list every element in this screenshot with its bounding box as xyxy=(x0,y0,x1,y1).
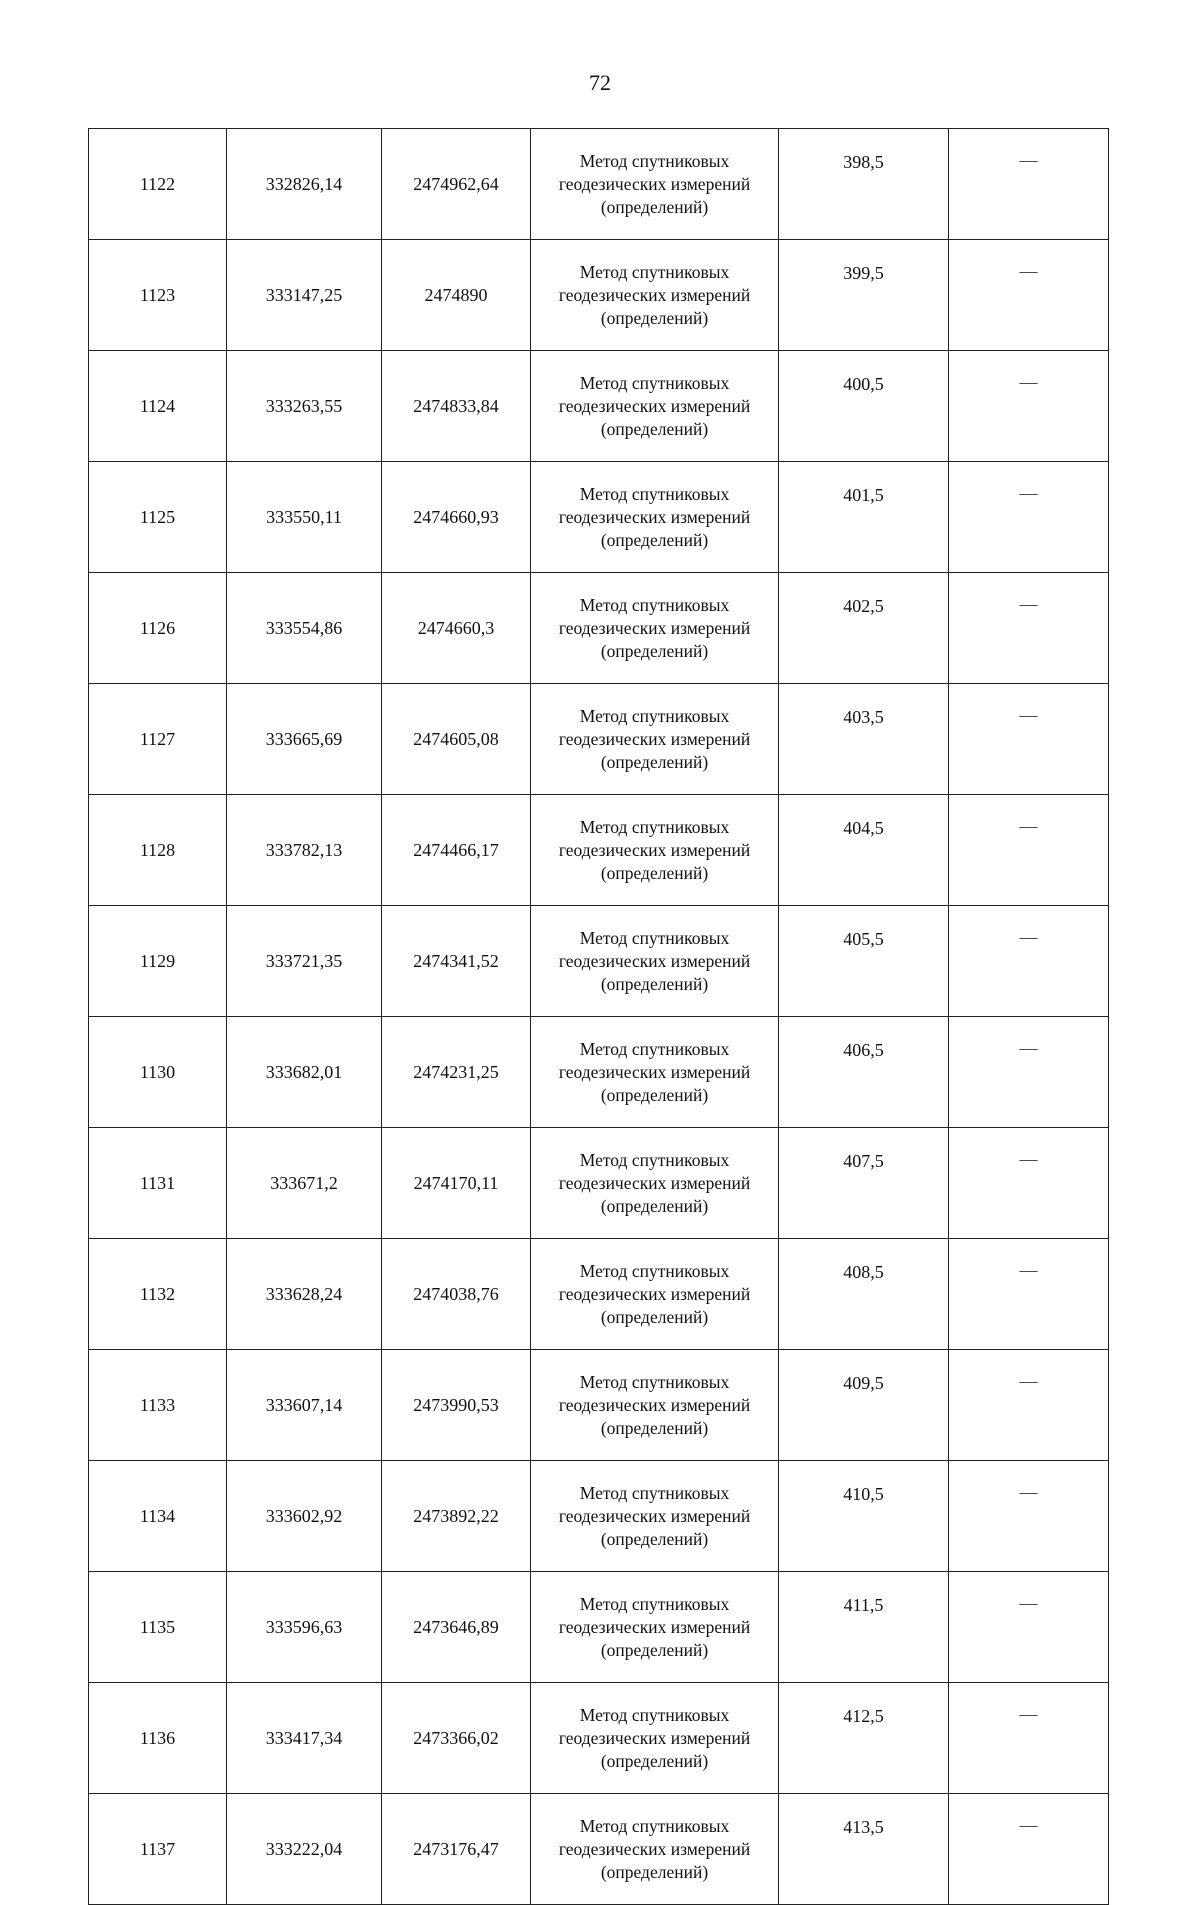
point-number-cell: 1130 xyxy=(89,1017,227,1128)
x-coordinate-cell: 333554,86 xyxy=(227,573,382,684)
method-line: (определений) xyxy=(600,418,709,439)
y-coordinate-cell: 2474466,17 xyxy=(382,795,531,906)
x-coordinate-cell: 333602,92 xyxy=(227,1461,382,1572)
note-cell: — xyxy=(949,1572,1109,1683)
y-coordinate-cell: 2474660,93 xyxy=(382,462,531,573)
value-cell: 413,5 xyxy=(779,1794,949,1905)
note-cell: — xyxy=(949,351,1109,462)
method-line: Метод спутниковых xyxy=(579,1260,730,1281)
method-line: (определений) xyxy=(600,1528,709,1549)
point-number-cell: 1137 xyxy=(89,1794,227,1905)
x-coordinate-cell: 333222,04 xyxy=(227,1794,382,1905)
method-line: Метод спутниковых xyxy=(579,1482,730,1503)
method-line: геодезических измерений xyxy=(558,950,751,971)
point-number-cell: 1136 xyxy=(89,1683,227,1794)
table-body xyxy=(89,129,1109,1905)
method-line: геодезических измерений xyxy=(558,728,751,749)
method-line: Метод спутниковых xyxy=(579,1038,730,1059)
method-line: (определений) xyxy=(600,1639,709,1660)
point-number-cell: 1135 xyxy=(89,1572,227,1683)
point-number-cell: 1131 xyxy=(89,1128,227,1239)
method-line: (определений) xyxy=(600,1750,709,1771)
method-line: геодезических измерений xyxy=(558,1838,751,1859)
method-cell xyxy=(531,240,779,351)
method-line: геодезических измерений xyxy=(558,506,751,527)
method-line: (определений) xyxy=(600,529,709,550)
method-line: (определений) xyxy=(600,1306,709,1327)
table-row xyxy=(89,1350,1109,1461)
method-line: Метод спутниковых xyxy=(579,816,730,837)
note-cell: — xyxy=(949,795,1109,906)
table-row xyxy=(89,1239,1109,1350)
x-coordinate-cell: 333665,69 xyxy=(227,684,382,795)
method-cell xyxy=(531,1794,779,1905)
table-row xyxy=(89,573,1109,684)
y-coordinate-cell: 2474833,84 xyxy=(382,351,531,462)
method-cell xyxy=(531,1461,779,1572)
y-coordinate-cell: 2474890 xyxy=(382,240,531,351)
method-cell xyxy=(531,462,779,573)
point-number-cell: 1129 xyxy=(89,906,227,1017)
value-cell: 407,5 xyxy=(779,1128,949,1239)
method-cell xyxy=(531,351,779,462)
table-row xyxy=(89,1794,1109,1905)
note-cell: — xyxy=(949,573,1109,684)
method-line: (определений) xyxy=(600,1861,709,1882)
method-line: геодезических измерений xyxy=(558,284,751,305)
method-line: (определений) xyxy=(600,307,709,328)
x-coordinate-cell: 333671,2 xyxy=(227,1128,382,1239)
method-cell xyxy=(531,573,779,684)
method-line: Метод спутниковых xyxy=(579,483,730,504)
note-cell: — xyxy=(949,129,1109,240)
y-coordinate-cell: 2474660,3 xyxy=(382,573,531,684)
method-line: Метод спутниковых xyxy=(579,705,730,726)
y-coordinate-cell: 2474170,11 xyxy=(382,1128,531,1239)
method-cell xyxy=(531,795,779,906)
value-cell: 398,5 xyxy=(779,129,949,240)
method-cell xyxy=(531,129,779,240)
method-cell xyxy=(531,1572,779,1683)
table-row xyxy=(89,1128,1109,1239)
method-line: Метод спутниковых xyxy=(579,261,730,282)
value-cell: 411,5 xyxy=(779,1572,949,1683)
table-row xyxy=(89,1461,1109,1572)
note-cell: — xyxy=(949,906,1109,1017)
note-cell: — xyxy=(949,684,1109,795)
point-number-cell: 1132 xyxy=(89,1239,227,1350)
value-cell: 408,5 xyxy=(779,1239,949,1350)
value-cell: 409,5 xyxy=(779,1350,949,1461)
note-cell: — xyxy=(949,462,1109,573)
x-coordinate-cell: 333607,14 xyxy=(227,1350,382,1461)
method-line: (определений) xyxy=(600,751,709,772)
x-coordinate-cell: 333682,01 xyxy=(227,1017,382,1128)
method-line: Метод спутниковых xyxy=(579,594,730,615)
method-line: Метод спутниковых xyxy=(579,1815,730,1836)
x-coordinate-cell: 333782,13 xyxy=(227,795,382,906)
table-row xyxy=(89,240,1109,351)
method-cell xyxy=(531,1017,779,1128)
table-row xyxy=(89,906,1109,1017)
method-line: геодезических измерений xyxy=(558,1172,751,1193)
method-line: геодезических измерений xyxy=(558,1616,751,1637)
method-cell xyxy=(531,684,779,795)
coordinates-table xyxy=(88,128,1109,1905)
point-number-cell: 1133 xyxy=(89,1350,227,1461)
table-row xyxy=(89,351,1109,462)
x-coordinate-cell: 333596,63 xyxy=(227,1572,382,1683)
value-cell: 403,5 xyxy=(779,684,949,795)
method-line: Метод спутниковых xyxy=(579,372,730,393)
method-line: геодезических измерений xyxy=(558,173,751,194)
method-line: геодезических измерений xyxy=(558,839,751,860)
y-coordinate-cell: 2473990,53 xyxy=(382,1350,531,1461)
point-number-cell: 1127 xyxy=(89,684,227,795)
value-cell: 406,5 xyxy=(779,1017,949,1128)
table-row xyxy=(89,684,1109,795)
y-coordinate-cell: 2474962,64 xyxy=(382,129,531,240)
point-number-cell: 1123 xyxy=(89,240,227,351)
y-coordinate-cell: 2473366,02 xyxy=(382,1683,531,1794)
method-line: (определений) xyxy=(600,640,709,661)
x-coordinate-cell: 332826,14 xyxy=(227,129,382,240)
note-cell: — xyxy=(949,1239,1109,1350)
method-line: (определений) xyxy=(600,1084,709,1105)
y-coordinate-cell: 2474341,52 xyxy=(382,906,531,1017)
note-cell: — xyxy=(949,240,1109,351)
value-cell: 399,5 xyxy=(779,240,949,351)
method-line: (определений) xyxy=(600,862,709,883)
method-line: геодезических измерений xyxy=(558,1394,751,1415)
table-row xyxy=(89,462,1109,573)
y-coordinate-cell: 2473176,47 xyxy=(382,1794,531,1905)
method-cell xyxy=(531,1350,779,1461)
method-line: геодезических измерений xyxy=(558,1727,751,1748)
value-cell: 410,5 xyxy=(779,1461,949,1572)
method-line: геодезических измерений xyxy=(558,395,751,416)
value-cell: 402,5 xyxy=(779,573,949,684)
value-cell: 412,5 xyxy=(779,1683,949,1794)
x-coordinate-cell: 333417,34 xyxy=(227,1683,382,1794)
x-coordinate-cell: 333721,35 xyxy=(227,906,382,1017)
method-line: Метод спутниковых xyxy=(579,1371,730,1392)
note-cell: — xyxy=(949,1128,1109,1239)
table-row xyxy=(89,1017,1109,1128)
method-line: Метод спутниковых xyxy=(579,1593,730,1614)
table-row xyxy=(89,1572,1109,1683)
y-coordinate-cell: 2474605,08 xyxy=(382,684,531,795)
note-cell: — xyxy=(949,1461,1109,1572)
method-line: геодезических измерений xyxy=(558,1061,751,1082)
point-number-cell: 1126 xyxy=(89,573,227,684)
y-coordinate-cell: 2474231,25 xyxy=(382,1017,531,1128)
method-cell xyxy=(531,1239,779,1350)
method-line: (определений) xyxy=(600,1417,709,1438)
point-number-cell: 1124 xyxy=(89,351,227,462)
point-number-cell: 1128 xyxy=(89,795,227,906)
method-line: геодезических измерений xyxy=(558,617,751,638)
method-line: Метод спутниковых xyxy=(579,1704,730,1725)
method-line: геодезических измерений xyxy=(558,1283,751,1304)
method-line: (определений) xyxy=(600,1195,709,1216)
y-coordinate-cell: 2474038,76 xyxy=(382,1239,531,1350)
x-coordinate-cell: 333550,11 xyxy=(227,462,382,573)
point-number-cell: 1122 xyxy=(89,129,227,240)
method-cell xyxy=(531,906,779,1017)
method-line: Метод спутниковых xyxy=(579,1149,730,1170)
method-line: Метод спутниковых xyxy=(579,927,730,948)
method-cell xyxy=(531,1128,779,1239)
x-coordinate-cell: 333263,55 xyxy=(227,351,382,462)
table-row xyxy=(89,795,1109,906)
method-line: (определений) xyxy=(600,973,709,994)
method-line: геодезических измерений xyxy=(558,1505,751,1526)
method-line: Метод спутниковых xyxy=(579,150,730,171)
method-line: (определений) xyxy=(600,196,709,217)
y-coordinate-cell: 2473646,89 xyxy=(382,1572,531,1683)
value-cell: 400,5 xyxy=(779,351,949,462)
table-row xyxy=(89,129,1109,240)
value-cell: 404,5 xyxy=(779,795,949,906)
note-cell: — xyxy=(949,1683,1109,1794)
method-cell xyxy=(531,1683,779,1794)
point-number-cell: 1134 xyxy=(89,1461,227,1572)
table-row xyxy=(89,1683,1109,1794)
point-number-cell: 1125 xyxy=(89,462,227,573)
y-coordinate-cell: 2473892,22 xyxy=(382,1461,531,1572)
note-cell: — xyxy=(949,1350,1109,1461)
x-coordinate-cell: 333628,24 xyxy=(227,1239,382,1350)
x-coordinate-cell: 333147,25 xyxy=(227,240,382,351)
value-cell: 401,5 xyxy=(779,462,949,573)
note-cell: — xyxy=(949,1794,1109,1905)
value-cell: 405,5 xyxy=(779,906,949,1017)
page-number: 72 xyxy=(589,70,611,95)
note-cell: — xyxy=(949,1017,1109,1128)
